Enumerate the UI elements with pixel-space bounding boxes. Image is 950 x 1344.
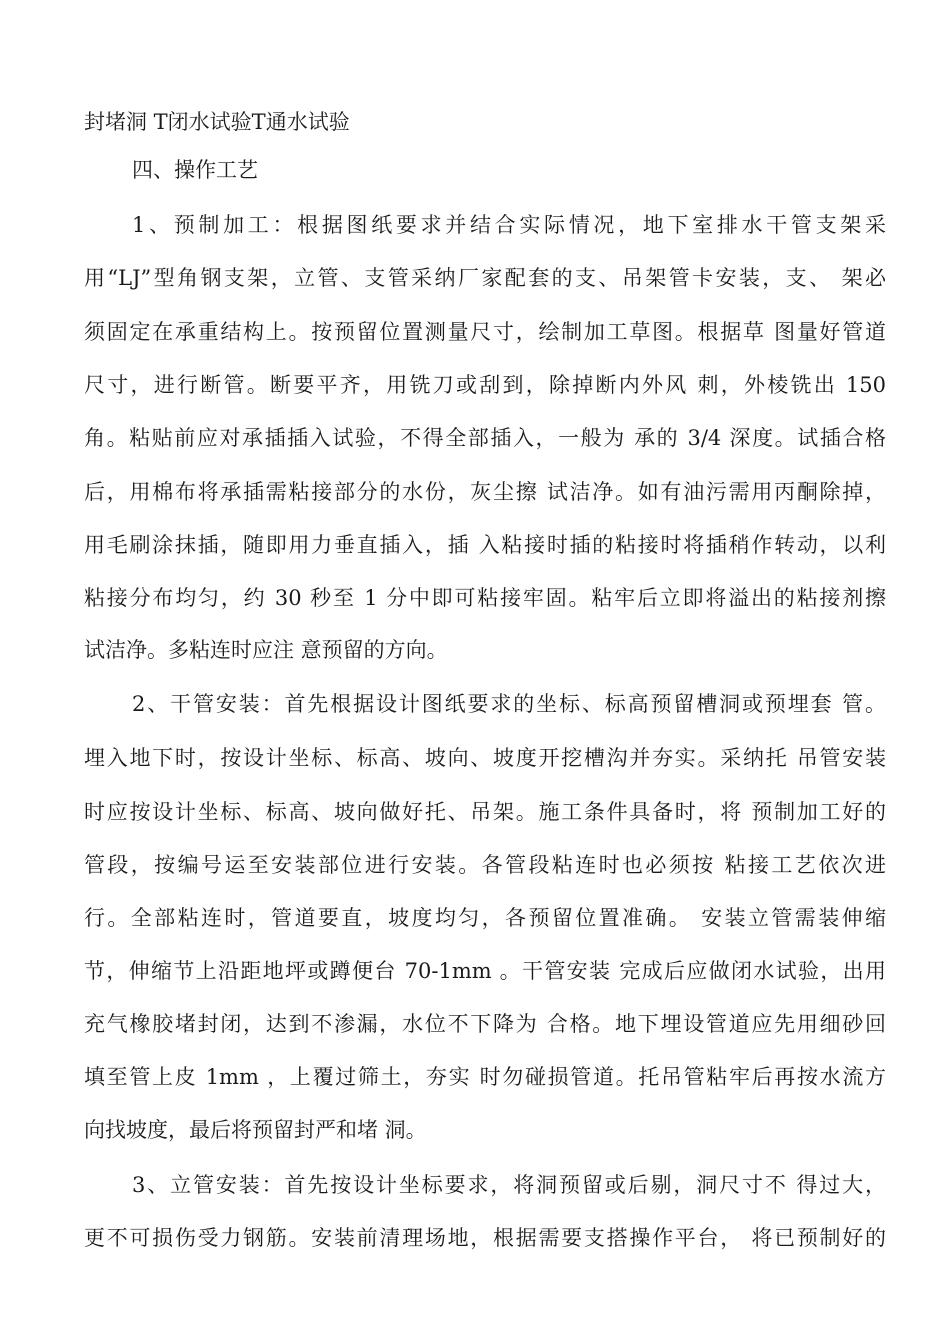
- paragraph-2-line: 充气橡胶堵封闭，达到不渗漏，水位不下降为 合格。地下埋设管道应先用细砂回: [84, 1012, 886, 1036]
- paragraph-2-line: 填至管上皮 1mm ，上覆过筛土，夯实 时勿碰损管道。托吊管粘牢后再按水流方: [84, 1065, 886, 1089]
- paragraph-1-line: 粘接分布均匀，约 30 秒至 1 分中即可粘接牢固。粘牢后立即将溢出的粘接剂擦: [84, 586, 886, 610]
- paragraph-2-line: 管段，按编号运至安装部位进行安装。各管段粘连时也必须按 粘接工艺依次进: [84, 853, 886, 877]
- paragraph-1-line: 须固定在承重结构上。按预留位置测量尺寸，绘制加工草图。根据草 图量好管道: [84, 320, 886, 344]
- paragraph-2-line: 时应按设计坐标、标高、坡向做好托、吊架。施工条件具备时，将 预制加工好的: [84, 800, 886, 824]
- paragraph-2-line: 行。全部粘连时，管道要直，坡度均匀，各预留位置准确。 安装立管需装伸缩: [84, 906, 886, 930]
- paragraph-2-line: 2、干管安装：首先根据设计图纸要求的坐标、标高预留槽洞或预埋套 管。: [132, 692, 886, 716]
- paragraph-3-line: 更不可损伤受力钢筋。安装前清理场地，根据需要支搭操作平台， 将已预制好的: [84, 1226, 886, 1250]
- flow-summary-line: 封堵洞 T闭水试验T通水试验: [84, 110, 350, 134]
- paragraph-1-line: 1、预制加工：根据图纸要求并结合实际情况，地下室排水干管支架采: [132, 213, 886, 237]
- paragraph-1-line: 后，用棉布将承插需粘接部分的水份，灰尘擦 试洁净。如有油污需用丙酮除掉，: [84, 480, 886, 504]
- section-heading: 四、操作工艺: [132, 158, 258, 182]
- paragraph-1-line: 用毛刷涂抹插，随即用力垂直插入，插 入粘接时插的粘接时将插稍作转动，以利: [84, 533, 886, 557]
- paragraph-2-line: 节，伸缩节上沿距地坪或蹲便台 70-1mm 。干管安装 完成后应做闭水试验，出用: [84, 959, 886, 983]
- paragraph-1-line: 用“LJ”型角钢支架，立管、支管采纳厂家配套的支、吊架管卡安装，支、 架必: [84, 266, 886, 290]
- paragraph-1-line: 角。粘贴前应对承插插入试验，不得全部插入，一般为 承的 3/4 深度。试插合格: [84, 426, 886, 450]
- paragraph-2-line: 埋入地下时，按设计坐标、标高、坡向、坡度开挖槽沟并夯实。采纳托 吊管安装: [84, 746, 886, 770]
- paragraph-3-line: 3、立管安装：首先按设计坐标要求，将洞预留或后剔，洞尺寸不 得过大，: [132, 1173, 886, 1197]
- paragraph-2-line: 向找坡度，最后将预留封严和堵 洞。: [84, 1118, 427, 1142]
- paragraph-1-line: 试洁净。多粘连时应注 意预留的方向。: [84, 638, 448, 662]
- paragraph-1-line: 尺寸，进行断管。断要平齐，用铣刀或刮到，除掉断内外风 刺，外棱铣出 150: [84, 373, 886, 397]
